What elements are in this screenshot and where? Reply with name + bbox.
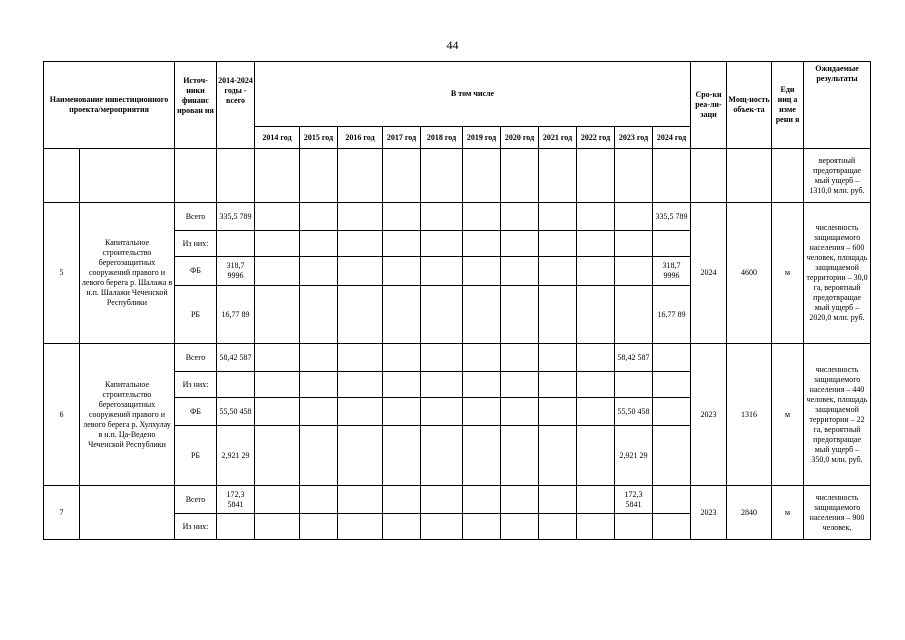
source-cell: Всего: [175, 344, 217, 372]
total-cell: 335,5 789: [217, 203, 255, 231]
year-2014: 2014 год: [255, 127, 300, 149]
continuation-row: [44, 149, 871, 203]
y2023-cell: [615, 286, 653, 344]
year-2022: 2022 год: [577, 127, 615, 149]
results-cell: численность защищаемого населения – 900 человек,: [804, 486, 871, 540]
y2023-cell: [615, 257, 653, 286]
project-6-row-total: [44, 344, 871, 372]
unit-cell: м: [772, 203, 804, 344]
total-cell: 172,3 5841: [217, 486, 255, 514]
source-cell: Всего: [175, 203, 217, 231]
year-2015: 2015 год: [300, 127, 338, 149]
header-unit: Еди ниц а изме рени я: [772, 62, 804, 149]
header-total: 2014-2024 годы - всего: [217, 62, 255, 149]
total-cell: 55,50 458: [217, 398, 255, 426]
source-cell: Из них:: [175, 231, 217, 257]
year-2016: 2016 год: [338, 127, 383, 149]
y2023-cell: [615, 203, 653, 231]
capacity-cell: 4600: [727, 203, 772, 344]
source-cell: ФБ: [175, 398, 217, 426]
project-name: Капитальное строительство берегозащитных сооружений правого и левого берега р. Шалажа в н.п. Шалажи Чеченской Республики: [80, 203, 175, 344]
results-cell: численность защищаемого населения – 600 человек, площадь защищаемой территории – 30,0 га, вероятный предотвращае мый ущерб – 2020,0 млн. руб.: [804, 203, 871, 344]
year-2018: 2018 год: [421, 127, 463, 149]
source-cell: Всего: [175, 486, 217, 514]
y2024-cell: [653, 426, 691, 486]
y2024-cell: 318,7 9996: [653, 257, 691, 286]
project-number: 7: [44, 486, 80, 540]
project-number: 6: [44, 344, 80, 486]
header-in-total: В том числе: [255, 62, 691, 127]
project-name: [80, 486, 175, 540]
year-2019: 2019 год: [463, 127, 501, 149]
term-cell: 2023: [691, 486, 727, 540]
term-cell: 2024: [691, 203, 727, 344]
year-2021: 2021 год: [539, 127, 577, 149]
capacity-cell: 1316: [727, 344, 772, 486]
y2023-cell: 2,921 29: [615, 426, 653, 486]
header-name: Наименование инвестиционного проекта/мероприятия: [44, 62, 175, 149]
y2024-cell: 16,77 89: [653, 286, 691, 344]
capacity-cell: 2840: [727, 486, 772, 540]
source-cell: РБ: [175, 286, 217, 344]
source-cell: ФБ: [175, 257, 217, 286]
results-cell: численность защищаемого населения – 440 человек, площадь защищаемой территории – 22 га, вероятный предотвращае мый ущерб – 350,0 млн. руб.: [804, 344, 871, 486]
source-cell: Из них:: [175, 514, 217, 540]
total-cell: 2,921 29: [217, 426, 255, 486]
unit-cell: м: [772, 486, 804, 540]
unit-cell: м: [772, 344, 804, 486]
project-name: Капитальное строительство берегозащитных сооружений правого и левого берега р. Хулхулау в н.п. Ца-Ведено Чеченской Республики: [80, 344, 175, 486]
source-cell: Из них:: [175, 372, 217, 398]
project-7-row-total: [44, 486, 871, 514]
header-row: [44, 62, 871, 127]
investment-projects-table: [43, 61, 871, 540]
total-cell: 16,77 89: [217, 286, 255, 344]
y2024-cell: [653, 398, 691, 426]
year-2020: 2020 год: [501, 127, 539, 149]
y2024-cell: 335,5 789: [653, 203, 691, 231]
total-cell: 318,7 9996: [217, 257, 255, 286]
term-cell: 2023: [691, 344, 727, 486]
continuation-results: вероятный предотвращае мый ущерб – 1310,0 млн. руб.: [804, 149, 871, 203]
project-number: 5: [44, 203, 80, 344]
y2024-cell: [653, 344, 691, 372]
y2023-cell: 172,3 5841: [615, 486, 653, 514]
year-2023: 2023 год: [615, 127, 653, 149]
y2023-cell: 58,42 587: [615, 344, 653, 372]
year-2017: 2017 год: [383, 127, 421, 149]
year-2024: 2024 год: [653, 127, 691, 149]
source-cell: РБ: [175, 426, 217, 486]
header-term: Сро-ки реа-ли-заци: [691, 62, 727, 149]
header-capacity: Мощ-ность объек-та: [727, 62, 772, 149]
y2023-cell: 55,50 458: [615, 398, 653, 426]
y2024-cell: [653, 486, 691, 514]
header-results: Ожидаемые результаты: [804, 62, 871, 149]
project-5-row-total: [44, 203, 871, 231]
total-cell: 58,42 587: [217, 344, 255, 372]
header-source: Источ-ники финанс ирован ия: [175, 62, 217, 149]
page-number: 44: [446, 38, 459, 52]
